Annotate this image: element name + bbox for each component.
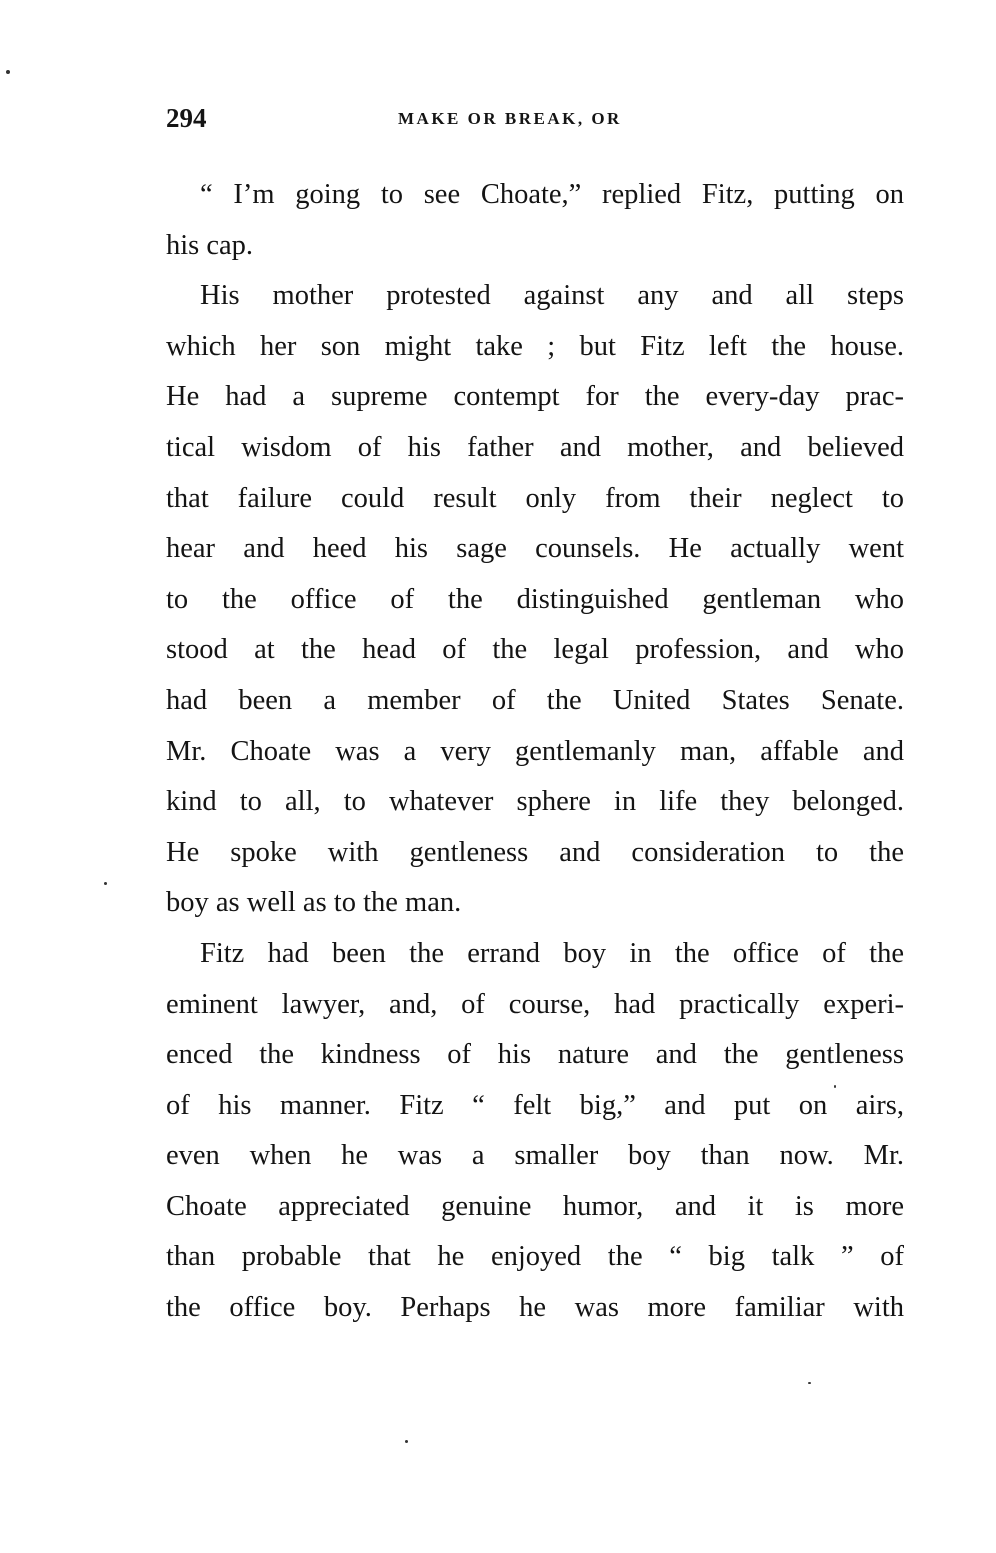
- text-line: that failure could result only from their neglect to: [166, 482, 904, 514]
- text-line: stood at the head of the legal profession, and who: [166, 634, 904, 666]
- text-line: kind to all, to whatever sphere in life they belonged.: [166, 786, 904, 818]
- scan-speck: [104, 882, 107, 885]
- scan-speck: [6, 70, 10, 74]
- scan-speck: [808, 1382, 811, 1384]
- text-line: had been a member of the United States Senate.: [166, 684, 904, 716]
- running-head: [166, 100, 904, 140]
- text-line: Fitz had been the errand boy in the office of the: [200, 937, 904, 969]
- scan-speck: [834, 1085, 836, 1088]
- text-line: hear and heed his sage counsels. He actually went: [166, 533, 904, 565]
- text-line: He had a supreme contempt for the every-day prac-: [166, 381, 904, 413]
- text-line: his cap.: [166, 229, 254, 261]
- page-number: 294: [166, 103, 207, 133]
- text-line: He spoke with gentleness and consideration to the: [166, 836, 904, 868]
- text-line: “ I’m going to see Choate,” replied Fitz, putting on: [200, 179, 904, 210]
- text-line: even when he was a smaller boy than now. Mr.: [166, 1140, 904, 1172]
- text-line: His mother protested against any and all steps: [200, 280, 904, 312]
- text-line: enced the kindness of his nature and the gentleness: [166, 1039, 904, 1071]
- text-line: of his manner. Fitz “ felt big,” and put on airs,: [166, 1089, 904, 1121]
- scan-speck: [405, 1440, 408, 1443]
- text-line: which her son might take ; but Fitz left the house.: [166, 330, 904, 362]
- text-line: the office boy. Perhaps he was more familiar with: [166, 1292, 904, 1324]
- running-title: MAKE OR BREAK, OR: [398, 109, 622, 128]
- text-line: tical wisdom of his father and mother, and believed: [166, 431, 904, 463]
- text-line: eminent lawyer, and, of course, had practically experi-: [166, 988, 904, 1020]
- text-line: to the office of the distinguished gentleman who: [166, 583, 904, 615]
- text-line: Mr. Choate was a very gentlemanly man, affable and: [166, 735, 904, 767]
- text-line: Choate appreciated genuine humor, and it is more: [166, 1190, 904, 1222]
- body-text: [166, 170, 904, 1334]
- text-line: boy as well as to the man.: [166, 887, 462, 919]
- text-line: than probable that he enjoyed the “ big talk ” of: [166, 1241, 904, 1273]
